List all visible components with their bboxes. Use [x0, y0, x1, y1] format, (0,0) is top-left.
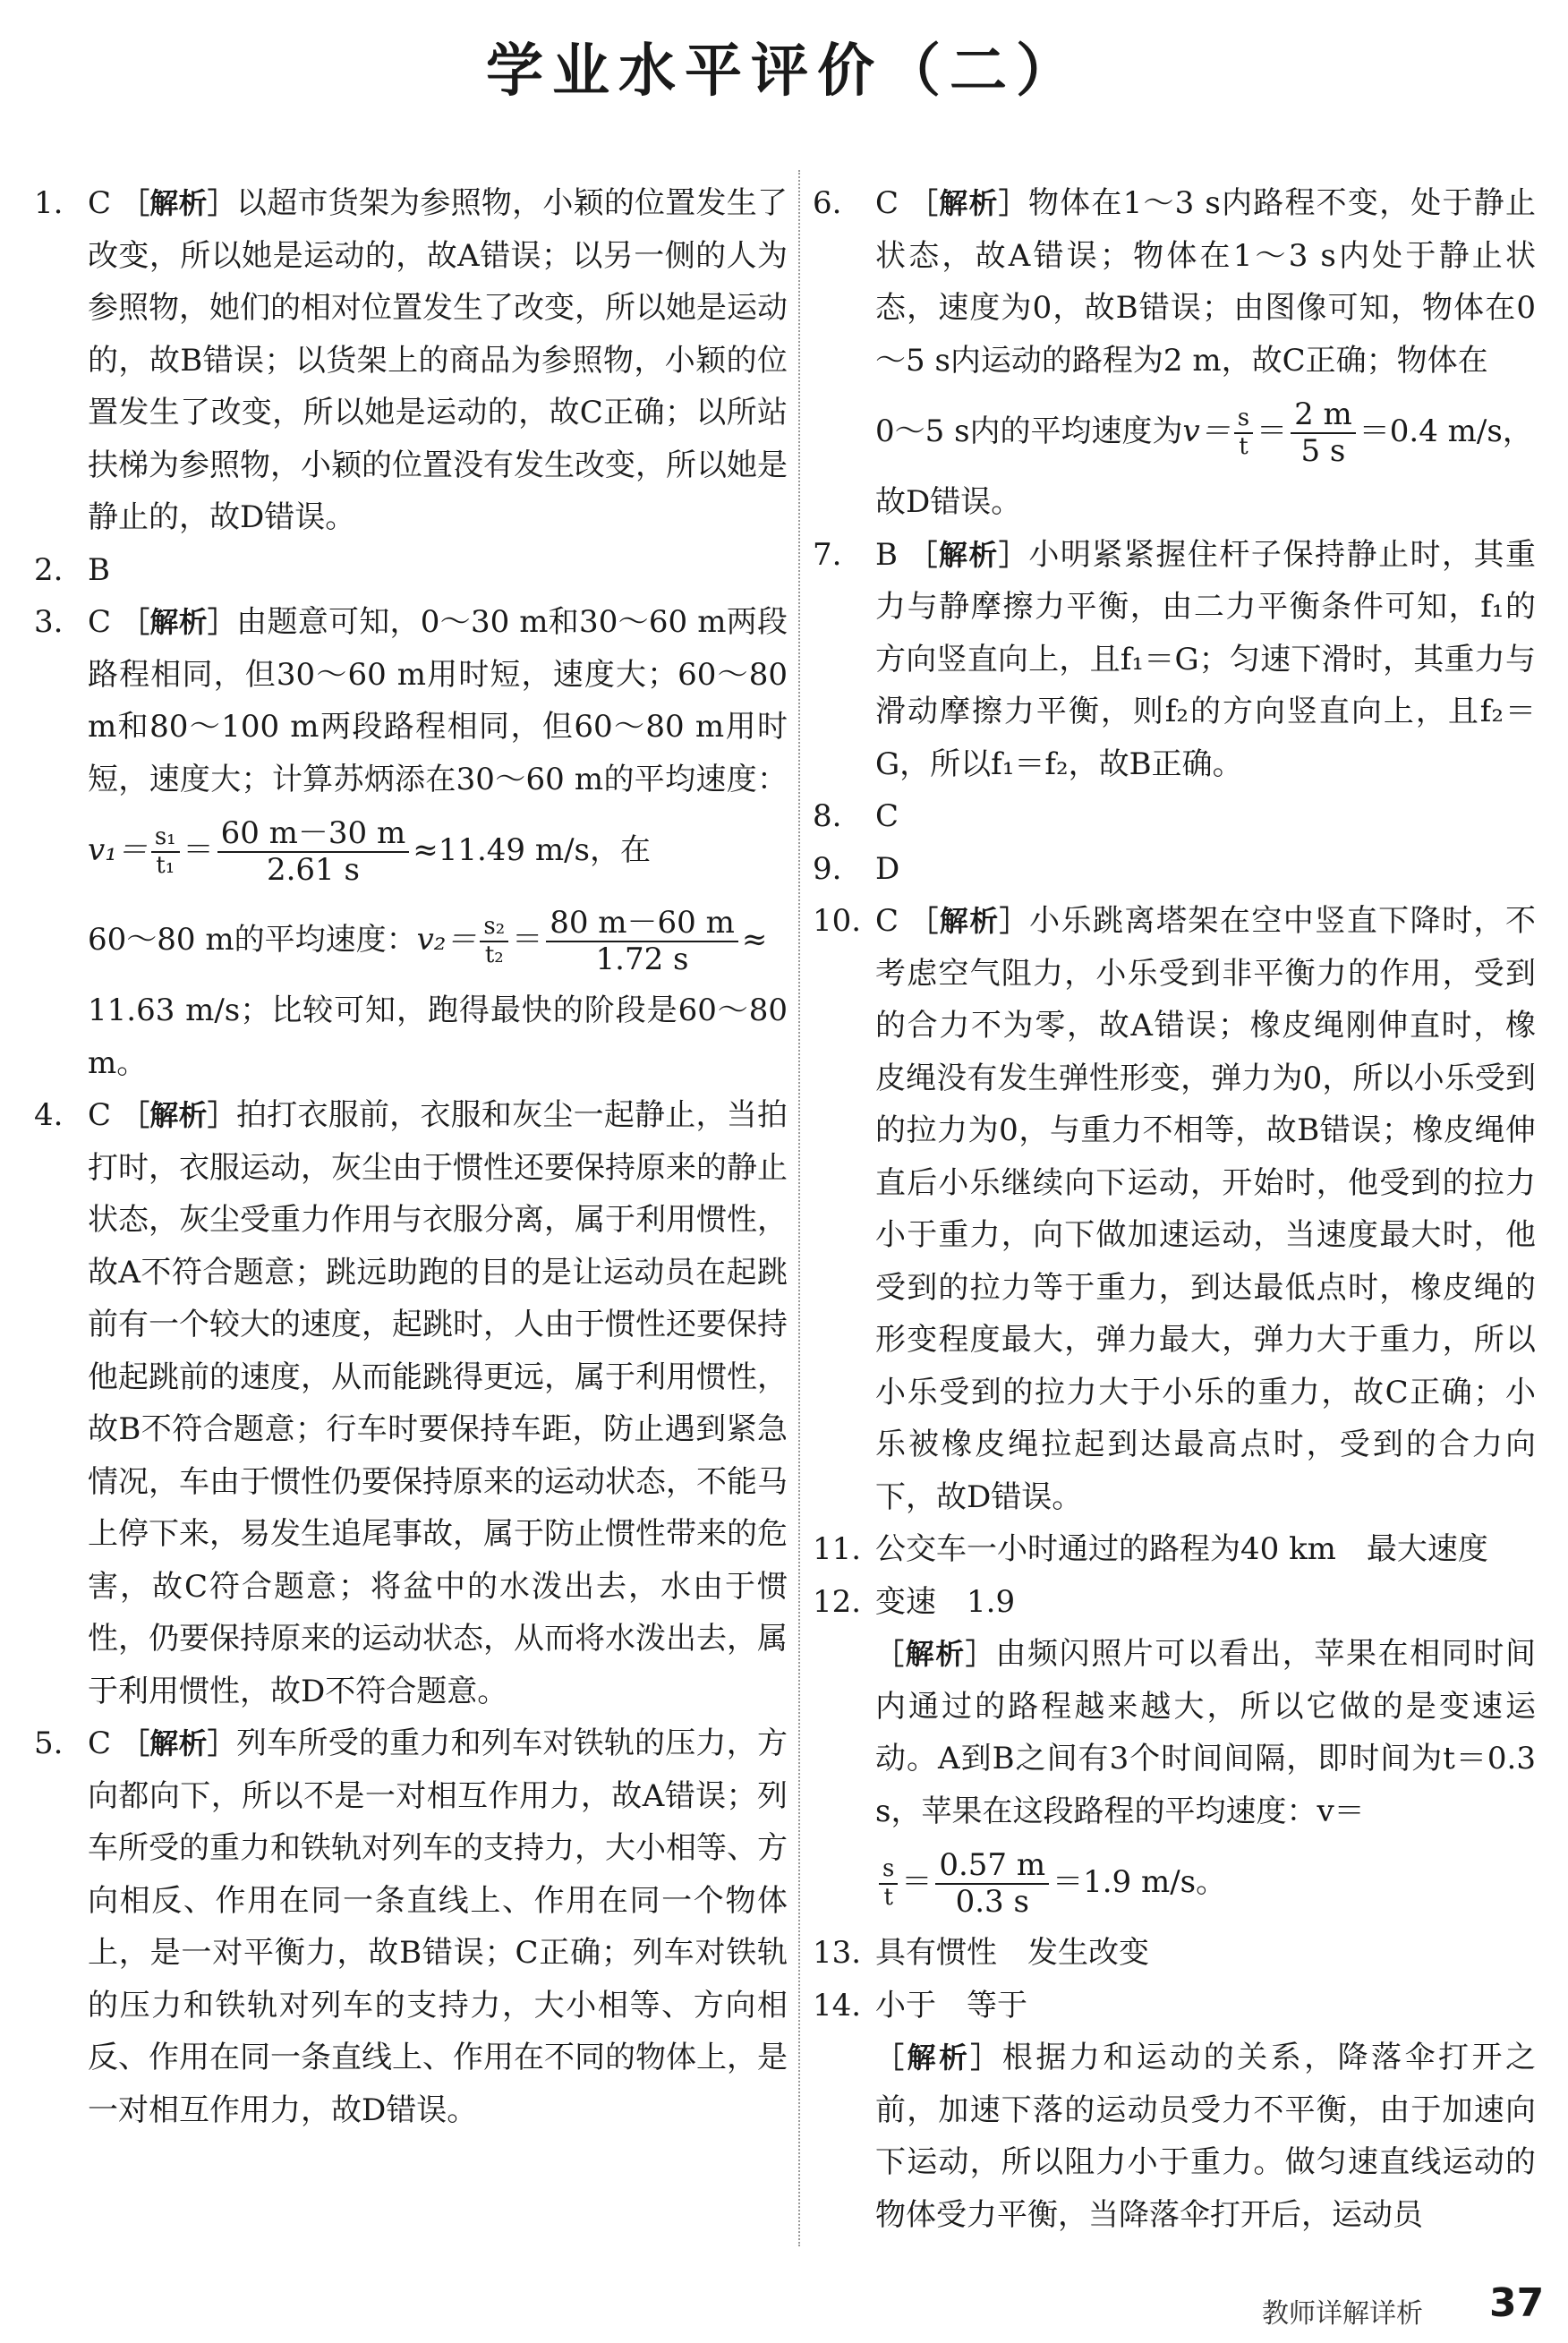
fraction: [1234, 405, 1253, 461]
answer-choice: C: [88, 1725, 112, 1761]
item-number: 11.: [813, 1531, 862, 1567]
analysis-text: 11.63 m/s；比较可知，跑得最快的阶段是60～80 m。: [88, 993, 788, 1081]
answer-item-2: [34, 544, 788, 597]
fraction: [935, 1848, 1049, 1920]
fraction-numerator: 80 m－60 m: [546, 906, 738, 942]
analysis-tag: ［解析］: [121, 605, 237, 639]
formula-result: ＝1.9 m/s。: [1052, 1864, 1227, 1900]
fraction-denominator: 0.3 s: [955, 1884, 1029, 1920]
item-number: 9.: [813, 850, 842, 887]
answer-text: 公交车一小时通过的路程为40 km 最大速度: [875, 1531, 1488, 1567]
answer-item-9: [813, 843, 1536, 896]
answer-item-4: [34, 1089, 788, 1717]
item-number: 14.: [813, 1987, 862, 2024]
analysis-text: 由题意可知，0～30 m和30～60 m两段路程相同，但30～60 m用时短，速度大；60～80 m和80～100 m两段路程相同，但60～80 m用时短，速度大；计算苏炳添在30～60 m的平均速度：: [88, 604, 788, 797]
answer-item-7: [813, 529, 1536, 791]
right-column: [813, 177, 1536, 2241]
item-number: 13.: [813, 1935, 862, 1971]
answer-item-5: [34, 1717, 788, 2136]
fraction-numerator: s₂: [480, 914, 508, 942]
formula-label: v₁＝: [88, 832, 148, 868]
analysis-text: 以超市货架为参照物，小颖的位置发生了改变，所以她是运动的，故A错误；以另一侧的人为参照物，她们的相对位置发生了改变，所以她是运动的，故B错误；以货架上的商品为参照物，小颖的位置发生了改变，所以她是运动的，故C正确；以所站扶梯为参照物，小颖的位置没有发生改变，所以她是静止的，故D错误。: [88, 185, 788, 535]
analysis-text: 小乐跳离塔架在空中竖直下降时，不考虑空气阻力，小乐受到非平衡力的作用，受到的合力不为零，故A错误；橡皮绳刚伸直时，橡皮绳没有发生弹性形变，弹力为0，所以小乐受到的拉力为0，与重力不相等，故B错误；橡皮绳伸直后小乐继续向下运动，开始时，他受到的拉力小于重力，向下做加速运动，当速度最大时，他受到的拉力等于重力，到达最低点时，橡皮绳的形变程度最大，弹力最大，弹力大于重力，所以小乐受到的拉力大于小乐的重力，故C正确；小乐被橡皮绳拉起到达最高点时，受到的合力向下，故D错误。: [875, 903, 1536, 1515]
analysis-tag: ［解析］: [121, 1098, 237, 1132]
fraction-denominator: t₁: [156, 852, 175, 879]
page-number: 37: [1489, 2280, 1545, 2326]
fraction-denominator: t: [1239, 433, 1248, 460]
fraction-numerator: s: [879, 1856, 898, 1885]
fraction-denominator: 1.72 s: [595, 941, 689, 977]
answer-item-6: 6. C ［解析］物体在1～3 s内路程不变，处于静止状态，故A错误；物体在1～3 s内处于静止状态，速度为0，故B错误；由图像可知，物体在0～5 s内运动的路程为2 m，故C正确；物体在 0～5 s内的平均速度为v＝ $\frac{s}{t}$ ＝ $\frac{2 m}{5 s}$ ＝0.4 m/s， 故D错误。: [813, 177, 1536, 529]
formula-result: ＝0.4 m/s，: [1359, 413, 1533, 449]
analysis-tag: ［解析］: [908, 537, 1029, 572]
answer-text: 小于 等于: [875, 1987, 1027, 2024]
formula-result: ≈: [741, 922, 768, 958]
fraction-denominator: 5 s: [1300, 433, 1346, 469]
analysis-tag: ［解析］: [875, 1637, 996, 1671]
item-number: 2.: [34, 551, 64, 588]
fraction-numerator: 0.57 m: [935, 1848, 1049, 1885]
item-number: 8.: [813, 798, 842, 834]
item-number: 5.: [34, 1725, 64, 1761]
fraction-denominator: 2.61 s: [266, 852, 360, 888]
answer-item-14: [813, 1980, 1536, 2242]
item-number: 4.: [34, 1097, 64, 1133]
analysis-tag: ［解析］: [875, 2041, 1002, 2075]
answer-choice: D: [875, 850, 900, 887]
analysis-text: 拍打衣服前，衣服和灰尘一起静止，当拍打时，衣服运动，灰尘由于惯性还要保持原来的静止状态，灰尘受重力作用与衣服分离，属于利用惯性，故A不符合题意；跳远助跑的目的是让运动员在起跳前有一个较大的速度，起跳时，人由于惯性还要保持他起跳前的速度，从而能跳得更远，属于利用惯性，故B不符合题意；行车时要保持车距，防止遇到紧急情况，车由于惯性仍要保持原来的运动状态，不能马上停下来，易发生追尾事故，属于防止惯性带来的危害，故C符合题意；将盆中的水泼出去，水由于惯性，仍要保持原来的运动状态，从而将水泼出去，属于利用惯性，故D不符合题意。: [88, 1097, 788, 1709]
fraction: [217, 816, 410, 888]
analysis-text: 0～5 s内的平均速度为: [875, 413, 1183, 449]
answer-choice: C: [88, 185, 112, 221]
answer-text: 具有惯性 发生改变: [875, 1935, 1149, 1971]
fraction-numerator: s₁: [151, 824, 180, 853]
answer-item-3: 3. C ［解析］由题意可知，0～30 m和30～60 m两段路程相同，但30～60 m用时短，速度大；60～80 m和80～100 m两段路程相同，但60～80 m用时短，速度大；计算苏炳添在30～60 m的平均速度：v₁＝ $\frac{\text{s₁}}{\text{t₁}}$ ＝ $\frac{60 m-30 m}{2.61 s}$ ≈11.49 m/s，在 60～80 m的平均速度：v₂＝ $\frac{\text{s₂}}{\text{t₂}}$ ＝ $\frac{80 m-60 m}{1.72 s}$ ≈ 11.63 m/s；比较可知，跑得最快的阶段是60～80 m。: [34, 596, 788, 1089]
answer-choice: B: [88, 551, 110, 588]
fraction: [480, 914, 508, 969]
analysis-tag: ［解析］: [909, 186, 1028, 220]
left-column: [34, 177, 788, 2136]
footer-label: 教师详解详析: [1262, 2298, 1423, 2330]
formula-label: v＝: [1182, 413, 1231, 449]
analysis-text: 小明紧紧握住杆子保持静止时，其重力与静摩擦力平衡，由二力平衡条件可知，f₁的方向竖直向上，且f₁＝G；匀速下滑时，其重力与滑动摩擦力平衡，则f₂的方向竖直向上，且f₂＝G，所以f₁＝f₂，故B正确。: [875, 536, 1537, 782]
analysis-text: 故D错误。: [875, 484, 1022, 520]
fraction-numerator: 60 m－30 m: [217, 816, 410, 853]
analysis-text: 列车所受的重力和列车对铁轨的压力，方向都向下，所以不是一对相互作用力，故A错误；列车所受的重力和铁轨对列车的支持力，大小相等、方向相反、作用在同一条直线上、作用在同一个物体上，是一对平衡力，故B错误；C正确；列车对铁轨的压力和铁轨对列车的支持力，大小相等、方向相反、作用在同一条直线上、作用在不同的物体上，是一对相互作用力，故D错误。: [88, 1725, 788, 2128]
item-number: 3.: [34, 604, 64, 640]
fraction: [1291, 397, 1356, 469]
fraction-denominator: t₂: [484, 941, 504, 968]
analysis-tag: ［解析］: [121, 1726, 237, 1760]
fraction-numerator: s: [1234, 405, 1253, 434]
answer-item-12: 12. 变速 1.9 ［解析］由频闪照片可以看出，苹果在相同时间内通过的路程越来越大，所以它做的是变速运动。A到B之间有3个时间间隔，即时间为t＝0.3 s，苹果在这段路程的平均速度：v＝ $\frac{s}{t}$ ＝ $\frac{0.57 m}{0.3 s}$ ＝1.9 m/s。: [813, 1576, 1536, 1928]
answer-choice: C: [875, 903, 899, 939]
answer-choice: B: [875, 536, 898, 573]
analysis-text: 根据力和运动的关系，降落伞打开之前，加速下落的运动员受力不平衡，由于加速向下运动，所以阻力小于重力。做匀速直线运动的物体受力平衡，当降落伞打开后，运动员: [875, 2040, 1536, 2233]
fraction: [879, 1856, 898, 1912]
answer-choice: C: [875, 798, 899, 834]
fraction-numerator: 2 m: [1291, 397, 1356, 434]
fraction-denominator: t: [883, 1884, 893, 1911]
item-number: 1.: [34, 185, 64, 221]
fraction: [151, 824, 180, 880]
item-number: 12.: [813, 1583, 862, 1620]
answer-item-1: [34, 177, 788, 544]
answer-choice: C: [88, 604, 112, 640]
analysis-text: 60～80 m的平均速度：: [88, 922, 417, 958]
item-number: 10.: [813, 903, 862, 939]
analysis-tag: ［解析］: [909, 904, 1030, 938]
formula-result: ≈11.49 m/s，在: [413, 832, 652, 868]
analysis-tag: ［解析］: [121, 186, 237, 220]
item-number: 7.: [813, 536, 842, 573]
fraction: [546, 906, 738, 977]
item-number: 6.: [813, 185, 842, 221]
column-divider: [798, 170, 800, 2246]
analysis-text: 由频闪照片可以看出，苹果在相同时间内通过的路程越来越大，所以它做的是变速运动。A到B之间有3个时间间隔，即时间为t＝0.3 s，苹果在这段路程的平均速度：v＝: [875, 1636, 1536, 1829]
analysis-text: 物体在1～3 s内路程不变，处于静止状态，故A错误；物体在1～3 s内处于静止状态，速度为0，故B错误；由图像可知，物体在0～5 s内运动的路程为2 m，故C正确；物体在: [875, 185, 1536, 379]
formula-label: v₂＝: [416, 922, 477, 958]
answer-item-10: [813, 895, 1536, 1523]
answer-item-11: [813, 1523, 1536, 1576]
answer-text: 变速 1.9: [875, 1583, 1016, 1620]
answer-item-8: [813, 790, 1536, 843]
answer-choice: C: [88, 1097, 112, 1133]
answer-item-13: [813, 1927, 1536, 1980]
answer-choice: C: [875, 185, 899, 221]
page-title: 学业水平评价（二）: [486, 38, 1082, 105]
